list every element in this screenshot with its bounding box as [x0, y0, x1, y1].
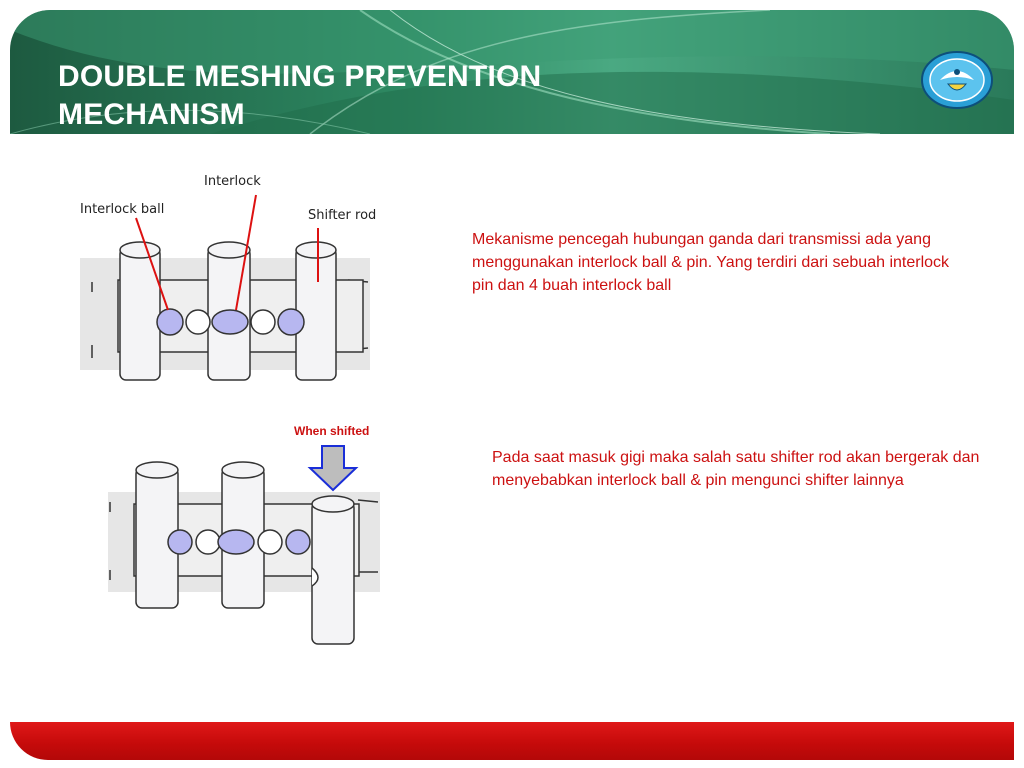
interlock-diagram-shifted [106, 460, 386, 650]
tut-wuri-handayani-logo-icon [920, 50, 994, 110]
footer-banner [10, 722, 1014, 760]
label-when-shifted: When shifted [294, 424, 370, 438]
label-interlock: Interlock [204, 174, 261, 189]
interlock-diagram-neutral [78, 170, 378, 390]
paragraph-shifted-description: Pada saat masuk gigi maka salah satu shifter rod akan bergerak dan menyebabkan interlock ball & pin mengunci shifter lainnya [492, 449, 980, 489]
paragraph-mechanism-description: Mekanisme pencegah hubungan ganda dari transmissi ada yang menggunakan interlock ball & pin. Yang terdiri dari sebuah interlock pin dan 4 buah interlock ball [472, 231, 950, 294]
label-shifter-rod: Shifter rod [308, 208, 377, 223]
label-interlock-ball: Interlock ball [80, 202, 165, 217]
slide-title: DOUBLE MESHING PREVENTION MECHANISM [58, 60, 542, 131]
